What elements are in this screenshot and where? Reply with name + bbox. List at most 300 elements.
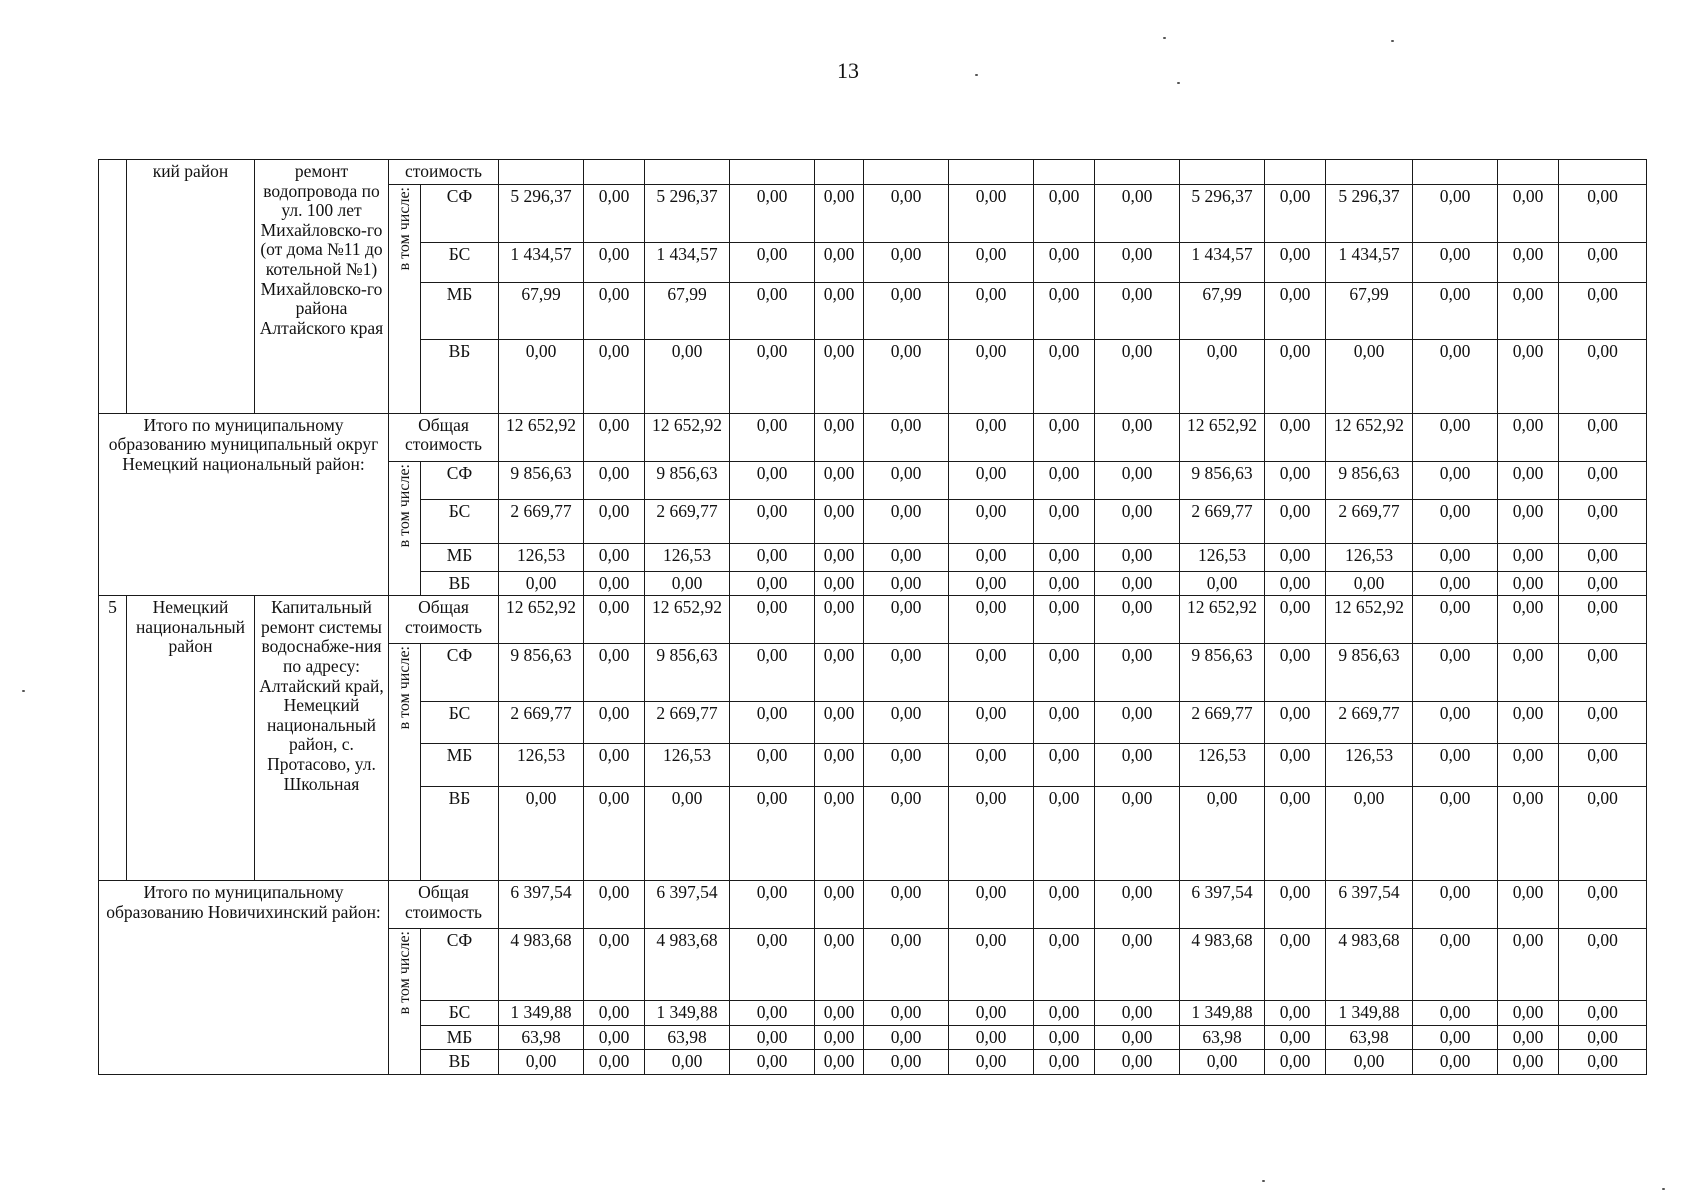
value-cell: 0,00: [815, 282, 864, 339]
value-cell: 5 296,37: [645, 184, 730, 242]
value-cell: 0,00: [1413, 461, 1498, 499]
fund-type: СФ: [421, 929, 499, 1001]
value-cell: 0,00: [1498, 571, 1559, 596]
value-cell: 0,00: [584, 184, 645, 242]
value-cell: 0,00: [1559, 644, 1647, 702]
value-cell: 0,00: [1498, 543, 1559, 571]
value-cell: 0,00: [1265, 461, 1326, 499]
value-cell: 0,00: [949, 413, 1034, 461]
value-cell: 0,00: [1413, 744, 1498, 787]
value-cell: 0,00: [1559, 881, 1647, 929]
value-cell: 0,00: [1498, 744, 1559, 787]
value-cell: 0,00: [1498, 1050, 1559, 1075]
value-cell: 0,00: [1559, 282, 1647, 339]
value-cell: 0,00: [1095, 184, 1180, 242]
including-text: в том числе:: [395, 646, 413, 730]
value-cell: 0,00: [499, 339, 584, 413]
value-cell: 4 983,68: [499, 929, 584, 1001]
value-cell: [1559, 160, 1647, 185]
value-cell: 0,00: [645, 787, 730, 881]
value-cell: [1326, 160, 1413, 185]
value-cell: 0,00: [815, 543, 864, 571]
value-cell: 126,53: [645, 543, 730, 571]
value-cell: 0,00: [584, 413, 645, 461]
including-label: [389, 929, 421, 1075]
value-cell: 0,00: [730, 339, 815, 413]
value-cell: 0,00: [730, 1050, 815, 1075]
value-cell: 0,00: [584, 744, 645, 787]
value-cell: 0,00: [1034, 242, 1095, 282]
value-cell: 0,00: [1180, 339, 1265, 413]
including-text: в том числе:: [395, 463, 413, 547]
value-cell: [584, 160, 645, 185]
value-cell: 0,00: [864, 787, 949, 881]
total-cost-label: Общая стоимость: [389, 881, 499, 929]
value-cell: 0,00: [1034, 499, 1095, 543]
value-cell: [864, 160, 949, 185]
value-cell: 9 856,63: [1326, 461, 1413, 499]
value-cell: 0,00: [815, 744, 864, 787]
value-cell: 0,00: [1265, 499, 1326, 543]
value-cell: 63,98: [1180, 1025, 1265, 1050]
value-cell: 0,00: [864, 702, 949, 744]
fund-type: БС: [421, 702, 499, 744]
value-cell: 0,00: [1095, 702, 1180, 744]
value-cell: 0,00: [1413, 571, 1498, 596]
value-cell: 0,00: [645, 571, 730, 596]
value-cell: 0,00: [864, 499, 949, 543]
value-cell: 0,00: [864, 596, 949, 644]
scan-speck: [1163, 37, 1166, 39]
value-cell: 0,00: [730, 1025, 815, 1050]
value-cell: 0,00: [1559, 702, 1647, 744]
value-cell: 0,00: [1265, 1025, 1326, 1050]
value-cell: 0,00: [1326, 787, 1413, 881]
value-cell: 0,00: [1498, 596, 1559, 644]
value-cell: 5 296,37: [499, 184, 584, 242]
value-cell: 0,00: [1034, 184, 1095, 242]
value-cell: 0,00: [949, 242, 1034, 282]
value-cell: 0,00: [949, 596, 1034, 644]
value-cell: 126,53: [499, 744, 584, 787]
value-cell: 9 856,63: [499, 644, 584, 702]
value-cell: 12 652,92: [645, 413, 730, 461]
value-cell: 0,00: [1034, 702, 1095, 744]
value-cell: 0,00: [1559, 242, 1647, 282]
value-cell: 2 669,77: [1326, 702, 1413, 744]
value-cell: 0,00: [1265, 339, 1326, 413]
value-cell: 0,00: [815, 1025, 864, 1050]
fund-type: МБ: [421, 282, 499, 339]
value-cell: 0,00: [1498, 1025, 1559, 1050]
value-cell: 0,00: [1034, 461, 1095, 499]
value-cell: 0,00: [584, 242, 645, 282]
value-cell: 0,00: [949, 644, 1034, 702]
value-cell: 1 434,57: [1180, 242, 1265, 282]
value-cell: 0,00: [815, 571, 864, 596]
value-cell: 9 856,63: [645, 644, 730, 702]
value-cell: 67,99: [645, 282, 730, 339]
object-cell: ремонт водопровода по ул. 100 лет Михайловско-го (от дома №11 до котельной №1) Михайловско-го района Алтайского края: [255, 160, 389, 414]
value-cell: [949, 160, 1034, 185]
value-cell: 0,00: [949, 929, 1034, 1001]
value-cell: 2 669,77: [1326, 499, 1413, 543]
subtotal-title: Итого по муниципальному образованию Новичихинский район:: [99, 881, 389, 1075]
index-cell: [99, 160, 127, 414]
value-cell: 0,00: [864, 339, 949, 413]
value-cell: 67,99: [1180, 282, 1265, 339]
value-cell: 0,00: [584, 881, 645, 929]
value-cell: 0,00: [864, 242, 949, 282]
value-cell: 0,00: [730, 543, 815, 571]
value-cell: 0,00: [1095, 571, 1180, 596]
value-cell: 0,00: [584, 596, 645, 644]
value-cell: 0,00: [949, 499, 1034, 543]
value-cell: 0,00: [1559, 596, 1647, 644]
scan-speck: [1262, 1180, 1265, 1182]
value-cell: [1095, 160, 1180, 185]
value-cell: 0,00: [1498, 413, 1559, 461]
value-cell: 2 669,77: [1180, 499, 1265, 543]
value-cell: 0,00: [1413, 413, 1498, 461]
value-cell: 12 652,92: [645, 596, 730, 644]
value-cell: 0,00: [1034, 596, 1095, 644]
value-cell: 0,00: [730, 702, 815, 744]
value-cell: 0,00: [949, 1001, 1034, 1026]
value-cell: 0,00: [1326, 1050, 1413, 1075]
value-cell: 5 296,37: [1326, 184, 1413, 242]
value-cell: 0,00: [949, 881, 1034, 929]
value-cell: 0,00: [1180, 1050, 1265, 1075]
value-cell: 0,00: [1413, 1025, 1498, 1050]
value-cell: 0,00: [815, 881, 864, 929]
scan-speck: [1177, 82, 1180, 84]
value-cell: 0,00: [1265, 702, 1326, 744]
value-cell: 0,00: [1095, 461, 1180, 499]
value-cell: 126,53: [645, 744, 730, 787]
object-cell: Капитальный ремонт системы водоснабже-ния по адресу: Алтайский край, Немецкий национальный район, с. Протасово, ул. Школьная: [255, 596, 389, 881]
value-cell: 0,00: [584, 787, 645, 881]
value-cell: 0,00: [730, 744, 815, 787]
value-cell: 0,00: [815, 242, 864, 282]
table-body: [99, 160, 1647, 1075]
value-cell: 0,00: [1265, 596, 1326, 644]
value-cell: 0,00: [1095, 282, 1180, 339]
value-cell: 0,00: [1095, 1025, 1180, 1050]
value-cell: 0,00: [1413, 184, 1498, 242]
value-cell: 0,00: [1559, 571, 1647, 596]
value-cell: 0,00: [1265, 744, 1326, 787]
value-cell: 0,00: [1034, 744, 1095, 787]
value-cell: 0,00: [1498, 929, 1559, 1001]
value-cell: 0,00: [1498, 881, 1559, 929]
fund-type: БС: [421, 1001, 499, 1026]
value-cell: 0,00: [1265, 787, 1326, 881]
subtotal-title: Итого по муниципальному образованию муниципальный округ Немецкий национальный район:: [99, 413, 389, 596]
total-cost-label: Общая стоимость: [389, 413, 499, 461]
value-cell: 12 652,92: [1180, 413, 1265, 461]
value-cell: 5 296,37: [1180, 184, 1265, 242]
value-cell: 0,00: [1095, 596, 1180, 644]
value-cell: 0,00: [1559, 1050, 1647, 1075]
value-cell: 9 856,63: [499, 461, 584, 499]
including-label: [389, 461, 421, 596]
value-cell: 1 349,88: [645, 1001, 730, 1026]
value-cell: 0,00: [1413, 499, 1498, 543]
value-cell: 0,00: [1413, 596, 1498, 644]
value-cell: 6 397,54: [499, 881, 584, 929]
value-cell: 0,00: [949, 339, 1034, 413]
value-cell: 0,00: [584, 702, 645, 744]
value-cell: 0,00: [815, 702, 864, 744]
value-cell: 0,00: [1559, 184, 1647, 242]
value-cell: 0,00: [864, 571, 949, 596]
value-cell: 2 669,77: [499, 499, 584, 543]
value-cell: 0,00: [1034, 1050, 1095, 1075]
value-cell: 0,00: [1034, 787, 1095, 881]
value-cell: 0,00: [1413, 1001, 1498, 1026]
value-cell: 12 652,92: [499, 596, 584, 644]
value-cell: 0,00: [1498, 644, 1559, 702]
value-cell: 0,00: [584, 929, 645, 1001]
value-cell: 0,00: [815, 339, 864, 413]
value-cell: 1 434,57: [1326, 242, 1413, 282]
scan-speck: [22, 690, 25, 692]
value-cell: 4 983,68: [645, 929, 730, 1001]
value-cell: 0,00: [730, 644, 815, 702]
including-text: в том числе:: [395, 931, 413, 1015]
value-cell: [1498, 160, 1559, 185]
value-cell: 12 652,92: [1326, 413, 1413, 461]
value-cell: 0,00: [1498, 1001, 1559, 1026]
value-cell: 0,00: [949, 1025, 1034, 1050]
value-cell: 0,00: [1095, 242, 1180, 282]
value-cell: 0,00: [1413, 242, 1498, 282]
value-cell: 0,00: [1034, 571, 1095, 596]
value-cell: 0,00: [584, 461, 645, 499]
value-cell: 63,98: [499, 1025, 584, 1050]
value-cell: 0,00: [1498, 461, 1559, 499]
value-cell: 0,00: [584, 1050, 645, 1075]
value-cell: 0,00: [499, 1050, 584, 1075]
value-cell: 67,99: [1326, 282, 1413, 339]
value-cell: 0,00: [1265, 1050, 1326, 1075]
value-cell: 63,98: [1326, 1025, 1413, 1050]
value-cell: 0,00: [1413, 881, 1498, 929]
fund-type: ВБ: [421, 787, 499, 881]
value-cell: 0,00: [730, 1001, 815, 1026]
value-cell: 0,00: [1034, 881, 1095, 929]
value-cell: 0,00: [1413, 543, 1498, 571]
including-text: в том числе:: [395, 186, 413, 270]
value-cell: 0,00: [1265, 881, 1326, 929]
fund-type: МБ: [421, 744, 499, 787]
value-cell: 0,00: [864, 644, 949, 702]
value-cell: 0,00: [1498, 184, 1559, 242]
value-cell: 126,53: [1326, 543, 1413, 571]
value-cell: 2 669,77: [645, 499, 730, 543]
value-cell: 0,00: [730, 499, 815, 543]
value-cell: 6 397,54: [1180, 881, 1265, 929]
value-cell: [730, 160, 815, 185]
value-cell: 0,00: [1559, 339, 1647, 413]
value-cell: 0,00: [730, 282, 815, 339]
value-cell: 0,00: [815, 929, 864, 1001]
value-cell: 126,53: [1180, 543, 1265, 571]
value-cell: 0,00: [864, 881, 949, 929]
value-cell: 0,00: [584, 543, 645, 571]
fund-type: СФ: [421, 184, 499, 242]
scan-speck: [1662, 1188, 1665, 1190]
total-cost-label: Общая стоимость: [389, 596, 499, 644]
value-cell: 2 669,77: [1180, 702, 1265, 744]
value-cell: 0,00: [949, 702, 1034, 744]
value-cell: 67,99: [499, 282, 584, 339]
value-cell: 2 669,77: [645, 702, 730, 744]
value-cell: 0,00: [1559, 744, 1647, 787]
value-cell: 0,00: [584, 1025, 645, 1050]
value-cell: 4 983,68: [1326, 929, 1413, 1001]
value-cell: 126,53: [1180, 744, 1265, 787]
value-cell: 0,00: [1265, 571, 1326, 596]
value-cell: 0,00: [1034, 929, 1095, 1001]
value-cell: 0,00: [1559, 461, 1647, 499]
including-label: [389, 644, 421, 881]
value-cell: 0,00: [730, 929, 815, 1001]
value-cell: 0,00: [1095, 339, 1180, 413]
value-cell: 0,00: [730, 413, 815, 461]
value-cell: 0,00: [1034, 339, 1095, 413]
value-cell: 0,00: [864, 184, 949, 242]
fund-type: БС: [421, 499, 499, 543]
value-cell: 12 652,92: [499, 413, 584, 461]
value-cell: 0,00: [864, 461, 949, 499]
value-cell: 63,98: [645, 1025, 730, 1050]
value-cell: 0,00: [1413, 929, 1498, 1001]
table-row: [99, 413, 1647, 461]
value-cell: 0,00: [1265, 1001, 1326, 1026]
value-cell: 1 349,88: [499, 1001, 584, 1026]
value-cell: 0,00: [815, 499, 864, 543]
value-cell: 0,00: [1265, 644, 1326, 702]
value-cell: 0,00: [499, 571, 584, 596]
value-cell: 0,00: [584, 282, 645, 339]
value-cell: 0,00: [1180, 571, 1265, 596]
value-cell: 0,00: [1265, 242, 1326, 282]
value-cell: 12 652,92: [1180, 596, 1265, 644]
table-row: [99, 881, 1647, 929]
value-cell: 0,00: [1265, 282, 1326, 339]
value-cell: 0,00: [1265, 929, 1326, 1001]
value-cell: 0,00: [584, 571, 645, 596]
value-cell: 0,00: [1034, 543, 1095, 571]
value-cell: 0,00: [815, 1001, 864, 1026]
value-cell: 0,00: [1498, 499, 1559, 543]
value-cell: 0,00: [1498, 242, 1559, 282]
value-cell: 0,00: [815, 1050, 864, 1075]
value-cell: 0,00: [1265, 543, 1326, 571]
value-cell: 0,00: [949, 787, 1034, 881]
value-cell: [645, 160, 730, 185]
value-cell: 0,00: [645, 1050, 730, 1075]
value-cell: 0,00: [584, 1001, 645, 1026]
value-cell: 0,00: [949, 571, 1034, 596]
value-cell: 0,00: [1413, 787, 1498, 881]
value-cell: 0,00: [1034, 644, 1095, 702]
value-cell: 0,00: [1326, 571, 1413, 596]
value-cell: 1 349,88: [1180, 1001, 1265, 1026]
value-cell: 6 397,54: [645, 881, 730, 929]
value-cell: 0,00: [730, 881, 815, 929]
including-label: [389, 184, 421, 413]
value-cell: 0,00: [1559, 787, 1647, 881]
value-cell: 0,00: [949, 282, 1034, 339]
value-cell: 0,00: [864, 1025, 949, 1050]
value-cell: 0,00: [1095, 787, 1180, 881]
value-cell: 0,00: [584, 499, 645, 543]
value-cell: [815, 160, 864, 185]
value-cell: 0,00: [1095, 929, 1180, 1001]
value-cell: 0,00: [1559, 543, 1647, 571]
value-cell: 0,00: [1095, 744, 1180, 787]
value-cell: 0,00: [1034, 282, 1095, 339]
value-cell: 0,00: [864, 929, 949, 1001]
value-cell: 9 856,63: [645, 461, 730, 499]
value-cell: 0,00: [1095, 413, 1180, 461]
value-cell: 0,00: [730, 571, 815, 596]
cost-label: стоимость: [389, 160, 499, 185]
value-cell: 0,00: [815, 461, 864, 499]
value-cell: 0,00: [1559, 499, 1647, 543]
value-cell: 126,53: [1326, 744, 1413, 787]
value-cell: 0,00: [815, 184, 864, 242]
value-cell: 0,00: [864, 1001, 949, 1026]
value-cell: 0,00: [1265, 413, 1326, 461]
value-cell: 0,00: [1559, 1001, 1647, 1026]
value-cell: 4 983,68: [1180, 929, 1265, 1001]
value-cell: 0,00: [1265, 184, 1326, 242]
value-cell: 126,53: [499, 543, 584, 571]
value-cell: 0,00: [1095, 499, 1180, 543]
value-cell: 9 856,63: [1180, 644, 1265, 702]
value-cell: 0,00: [1034, 413, 1095, 461]
value-cell: 0,00: [949, 543, 1034, 571]
value-cell: [1034, 160, 1095, 185]
value-cell: 0,00: [499, 787, 584, 881]
value-cell: 0,00: [815, 596, 864, 644]
value-cell: 0,00: [1413, 339, 1498, 413]
value-cell: 0,00: [730, 596, 815, 644]
district-cell: Немецкий национальный район: [127, 596, 255, 881]
fund-type: ВБ: [421, 339, 499, 413]
value-cell: 12 652,92: [1326, 596, 1413, 644]
value-cell: 0,00: [1559, 1025, 1647, 1050]
value-cell: 0,00: [645, 339, 730, 413]
value-cell: 0,00: [949, 744, 1034, 787]
value-cell: 0,00: [815, 413, 864, 461]
value-cell: 0,00: [1413, 1050, 1498, 1075]
value-cell: [1180, 160, 1265, 185]
value-cell: 0,00: [1095, 1050, 1180, 1075]
value-cell: 0,00: [1559, 413, 1647, 461]
value-cell: 0,00: [1498, 702, 1559, 744]
value-cell: 0,00: [864, 413, 949, 461]
value-cell: 0,00: [1413, 282, 1498, 339]
value-cell: 0,00: [864, 1050, 949, 1075]
value-cell: 0,00: [949, 184, 1034, 242]
value-cell: 0,00: [1180, 787, 1265, 881]
value-cell: 0,00: [815, 787, 864, 881]
